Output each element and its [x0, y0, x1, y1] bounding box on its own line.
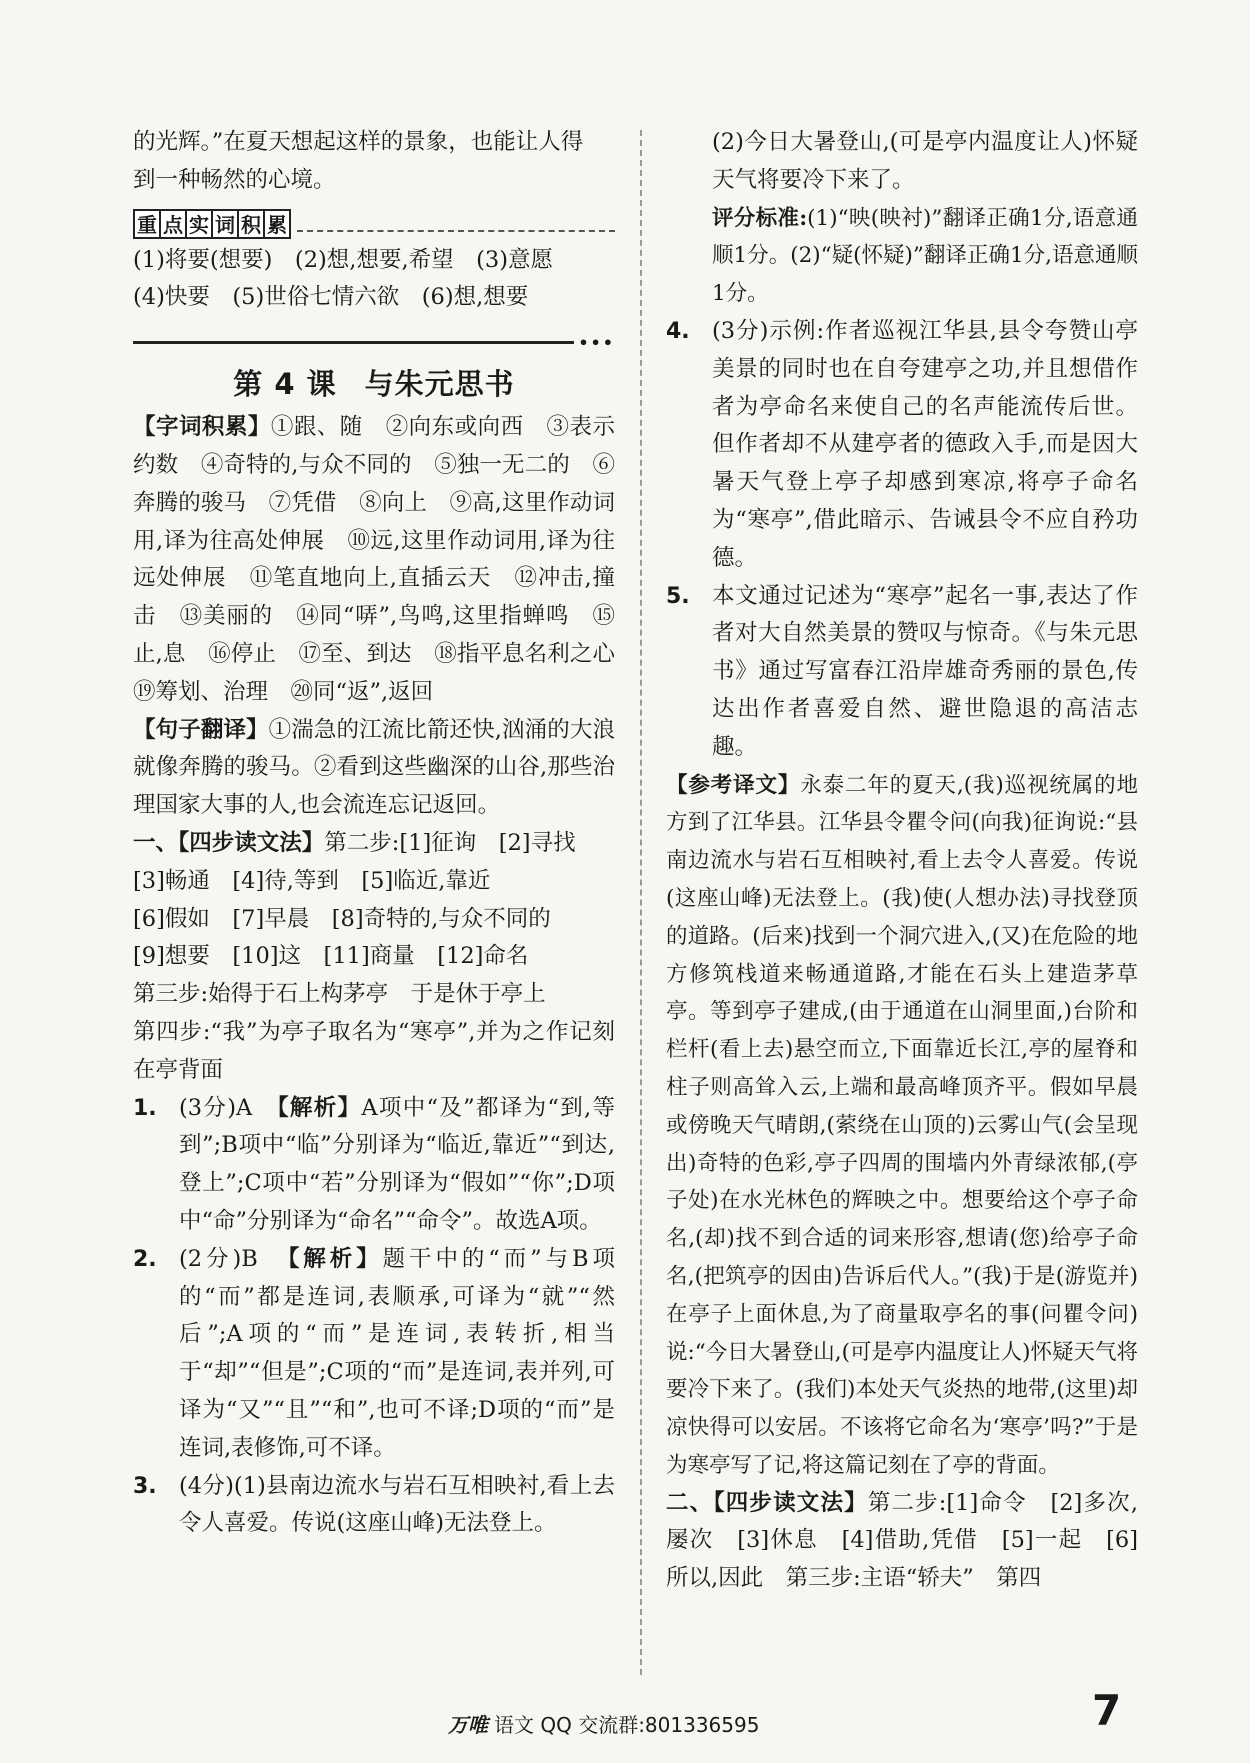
four-step-section [133, 825, 615, 1090]
question-3 [133, 1468, 615, 1544]
question-number: 5. [666, 583, 690, 609]
analysis-tag: 【解析】 [277, 1094, 362, 1121]
answer-text: 题干中的“而”与B项的“而”都是连词,表顺承,可译为“就”“然后”;A项的“而”是连词,表转折,相当于“却”“但是”;C项的“而”是连词,表并列,可译为“又”“且”“和”,也可不译;D项的“而”是连词,表修饰,可不译。 [179, 1245, 615, 1461]
question-number: 3. [133, 1473, 157, 1499]
question-number: 4. [666, 318, 690, 344]
four-step-text: 第二步:[1]命令 [2]多次,屡次 [3]休息 [4]借助,凭借 [5]一起 [6]所以,因此 第三步:主语“轿夫” 第四 [666, 1489, 1138, 1592]
heading-char: 重 [133, 209, 161, 239]
heading-char: 点 [159, 209, 187, 239]
footer [448, 1709, 759, 1738]
heading-rule [297, 230, 615, 232]
lesson-number: 第 4 课 [233, 367, 337, 402]
answer-text: (3分)示例:作者巡视江华县,县令夸赞山亭美景的同时也在自夸建亭之功,并且想借作者为亭命名来使自己的名声能流传后世。但作者却不从建亭者的德政入手,而是因大暑天气登上亭子却感到寒凉,将亭子命名为“寒亭”,借此暗示、告诫县令不应自矜功德。 [712, 317, 1138, 571]
four-step-line: 第三步:始得于石上构茅亭 于是休于亭上 [133, 981, 546, 1008]
question-4 [666, 313, 1138, 578]
grading-text: (1)“映(映衬)”翻译正确1分,语意通顺1分。(2)“疑(怀疑)”翻译正确1分,语意通顺1分。 [712, 205, 1139, 307]
answer-head: (3分)A [179, 1094, 278, 1121]
four-step-line: 第二步:[1]征询 [2]寻找 [324, 829, 576, 856]
heading-char: 词 [211, 209, 239, 239]
vocab-heading [133, 206, 615, 242]
answer-text: (2)今日大暑登山,(可是亭内温度让人)怀疑天气将要冷下来了。 [712, 129, 1138, 193]
four-step-line: [6]假如 [7]早晨 [8]奇特的,与众不同的 [133, 905, 551, 932]
question-2 [133, 1241, 615, 1468]
question-number: 2. [133, 1246, 157, 1272]
answer-text: 本文通过记述为“寒亭”起名一事,表达了作者对大自然美景的赞叹与惊奇。《与朱元思书》通过写富春江沿岸雄奇秀丽的景色,传达出作者喜爱自然、避世隐退的高洁志趣。 [712, 582, 1138, 760]
intro-line: 的光辉。”在夏天想起这样的景象，也能让人得 [133, 129, 584, 155]
word-text: ①跟、随 ②向东或向西 ③表示约数 ④奇特的,与众不同的 ⑤独一无二的 ⑥奔腾的骏马 ⑦凭借 ⑧向上 ⑨高,这里作动词用,译为往高处伸展 ⑩远,这里作动词用,译为往远处伸展 ⑪笔直地向上,直插云天 ⑫冲击,撞击 ⑬美丽的 ⑭同“哢”,鸟鸣,这里指蝉鸣 ⑮止,息 ⑯停止 ⑰至、到达 ⑱指平息名利之心 ⑲筹划、治理 ⑳同“返”,返回 [133, 414, 638, 705]
separator-dots: ••• [578, 333, 615, 353]
heading-char: 实 [185, 209, 213, 239]
four-step-tag: 二、【四步读文法】 [666, 1489, 868, 1516]
heading-char: 累 [263, 209, 291, 239]
grading-tag: 评分标准: [712, 205, 808, 231]
word-accumulation [133, 409, 638, 711]
grading-criteria [666, 200, 1138, 313]
right-column [666, 124, 1138, 1598]
column-divider [640, 130, 642, 1675]
answer-text: (4分)(1)县南边流水与岩石互相映衬,看上去令人喜爱。传说(这座山峰)无法登上。 [179, 1472, 615, 1537]
sentence-text: ①湍急的江流比箭还快,汹涌的大浪就像奔腾的骏马。②看到这些幽深的山谷,那些治理国家大事的人,也会流连忘记返回。 [133, 716, 615, 819]
lesson-name: 与朱元思书 [364, 367, 515, 402]
sentence-tag: 【句子翻译】 [133, 716, 269, 743]
word-tag: 【字词积累】 [133, 414, 271, 441]
question-3-continued [666, 124, 1138, 200]
analysis-tag: 【解析】 [288, 1245, 383, 1272]
four-step-line: 第四步:“我”为亭子取名为“寒亭”,并为之作记刻在亭背面 [133, 1018, 615, 1083]
heading-char: 积 [237, 209, 265, 239]
intro-paragraph [133, 124, 615, 200]
sentence-translation [133, 712, 615, 825]
vocab-line: (1)将要(想要) (2)想,想要,希望 (3)意愿 [133, 246, 553, 273]
footer-text: 语文 QQ 交流群:801336595 [494, 1713, 760, 1737]
question-5 [666, 578, 1138, 767]
answer-text: A项中“及”都译为“到,等到”;B项中“临”分别译为“临近,靠近”“到达,登上”;C项中“若”分别译为“假如”“你”;D项中“命”分别译为“命名”“命令”。故选A项。 [179, 1094, 615, 1234]
page-number: 7 [1092, 1686, 1122, 1735]
reference-tag: 【参考译文】 [666, 772, 801, 798]
four-step-line: [3]畅通 [4]待,等到 [5]临近,靠近 [133, 867, 491, 894]
brand-logo: 万唯 [448, 1713, 488, 1737]
vocab-list [133, 242, 615, 318]
left-column [133, 124, 638, 1543]
vocab-line: (4)快要 (5)世俗七情六欲 (6)想,想要 [133, 284, 529, 311]
lesson-title [133, 362, 615, 403]
four-step-section-2 [666, 1485, 1138, 1598]
intro-line: 到一种畅然的心境。 [133, 166, 336, 193]
four-step-line: [9]想要 [10]这 [11]商量 [12]命名 [133, 943, 529, 970]
section-separator [133, 333, 615, 352]
reference-text: 永泰二年的夏天,(我)巡视统属的地方到了江华县。江华县令瞿令问(向我)征询说:“县南边流水与岩石互相映衬,看上去令人喜爱。传说(这座山峰)无法登上。(我)使(人想办法)寻找登顶的道路。(后来)找到一个洞穴进入,(又)在危险的地方修筑栈道来畅通道路,才能在石头上建造茅草亭。等到亭子建成,(由于通道在山洞里面,)台阶和栏杆(看上去)悬空而立,下面靠近长江,亭的屋脊和柱子则高耸入云,上端和最高峰顶齐平。假如早晨或傍晚天气晴朗,(萦绕在山顶的)云雾山气(会呈现出)奇特的色彩,亭子四周的围墙内外青绿浓郁,(亭子处)在水光林色的辉映之中。想要给这个亭子命名,(却)找不到合适的词来形容,想请(您)给亭子命名,(把筑亭的因由)告诉后代人。”(我)于是(游览并)在亭子上面休息,为了商量取亭名的事(问瞿令问)说:“今日大暑登山,(可是亭内温度让人)怀疑天气将要冷下来了。(我们)本处天气炎热的地带,(这里)却凉快得可以安居。不该将它命名为‘寒亭’吗?”于是为寒亭写了记,将这篇记刻在了亭的背面。 [666, 772, 1138, 1478]
question-1 [133, 1090, 615, 1241]
reference-translation [666, 767, 1138, 1485]
answer-head: (2分)B [179, 1245, 289, 1272]
four-step-tag: 一、【四步读文法】 [133, 829, 325, 856]
question-number: 1. [133, 1095, 157, 1121]
